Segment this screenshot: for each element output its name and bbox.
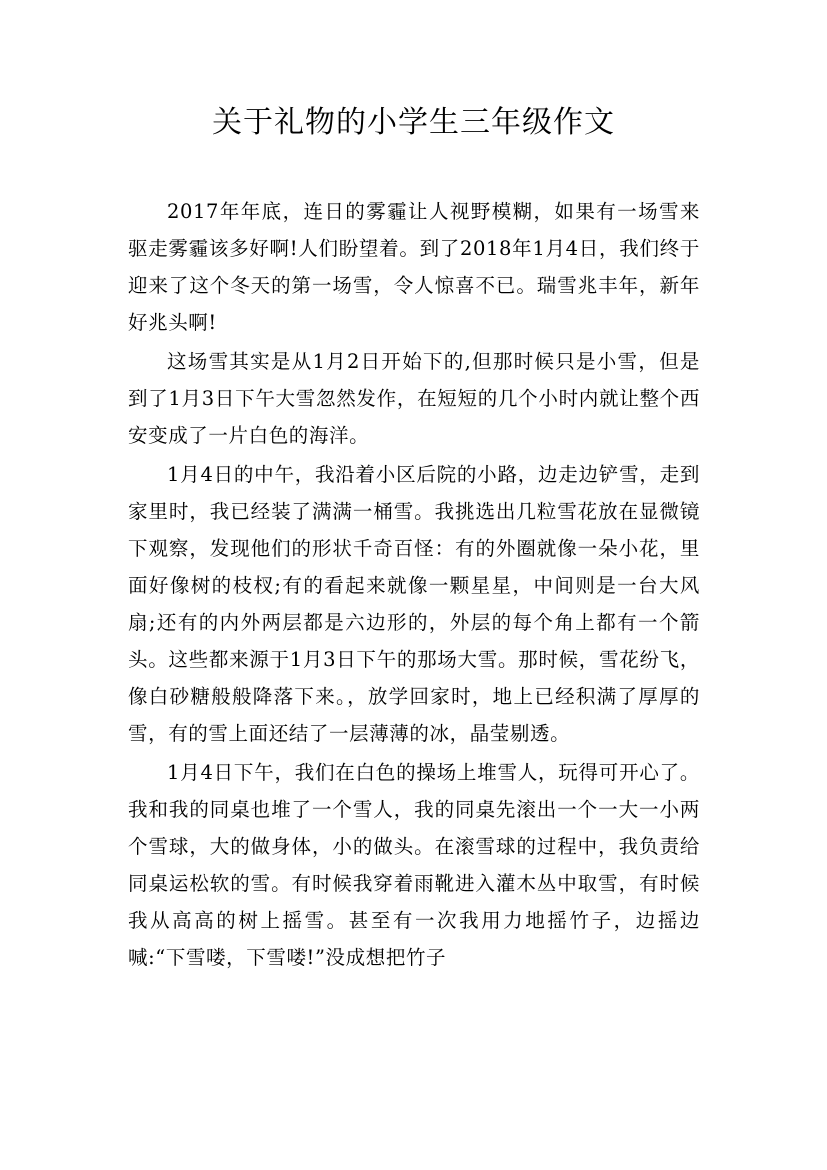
paragraph-2: 这场雪其实是从1月2日开始下的,但那时候只是小雪，但是到了1月3日下午大雪忽然发作，在短短的几个小时内就让整个西安变成了一片白色的海洋。 — [128, 350, 700, 447]
document-title: 关于礼物的小学生三年级作文 — [212, 105, 615, 140]
paragraph-3: 1月4日的中午，我沿着小区后院的小路，边走边铲雪，走到家里时，我已经装了满满一桶雪。我挑选出几粒雪花放在显微镜下观察，发现他们的形状千奇百怪：有的外圈就像一朵小花，里面好像树的枝杈;有的看起来就像一颗星星，中间则是一台大风扇;还有的内外两层都是六边形的，外层的每个角上都有一个箭头。这些都来源于1月3日下午的那场大雪。那时候，雪花纷飞，像白砂糖般般降落下来。，放学回家时，地上已经积满了厚厚的雪，有的雪上面还结了一层薄薄的冰，晶莹剔透。 — [128, 463, 700, 745]
paragraph-4: 1月4日下午，我们在白色的操场上堆雪人，玩得可开心了。我和我的同桌也堆了一个雪人，我的同桌先滚出一个一大一小两个雪球，大的做身体，小的做头。在滚雪球的过程中，我负责给同桌运松软的雪。有时候我穿着雨靴进入灌木丛中取雪，有时候我从高高的树上摇雪。甚至有一次我用力地摇竹子，边摇边喊:“下雪喽，下雪喽!”没成想把竹子 — [128, 761, 700, 969]
paragraph-1: 2017年年底，连日的雾霾让人视野模糊，如果有一场雪来驱走雾霾该多好啊!人们盼望着。到了2018年1月4日，我们终于迎来了这个冬天的第一场雪，令人惊喜不已。瑞雪兆丰年，新年好兆头啊! — [128, 200, 700, 334]
document-body — [128, 193, 700, 978]
